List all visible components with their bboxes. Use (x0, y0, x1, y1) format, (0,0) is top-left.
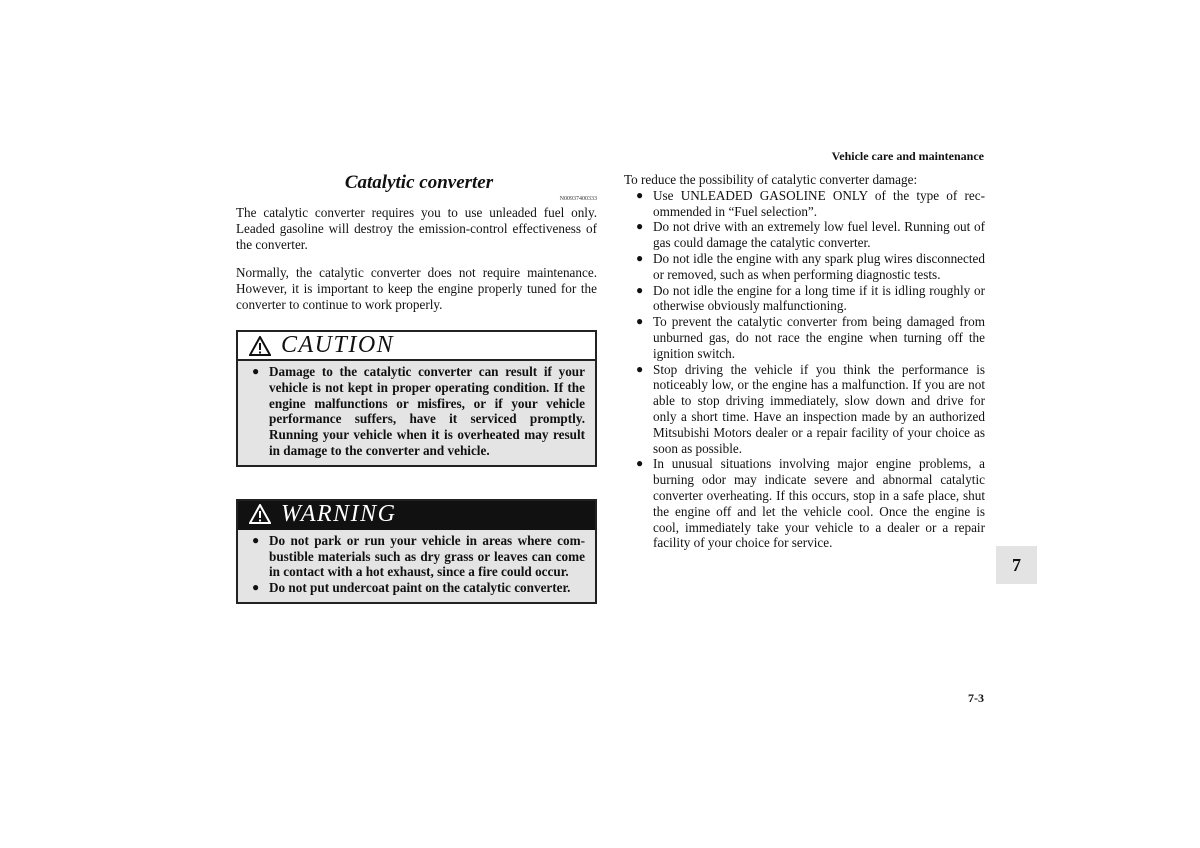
bullet-icon: ● (636, 187, 644, 202)
page-number: 7-3 (968, 691, 984, 705)
list-item-text: Stop driving the vehicle if you think the performance is noticeably low, or the engine has a malfunction. If you are not able to stop driving immediately, slow down and drive for only a short time. Have an inspection made by an authorized Mitsubishi Motors dealer or a repair facility of your choice as soon as possible. (653, 361, 985, 456)
paragraph-maintenance: Normally, the catalytic converter does not require maintenance. However, it is important to keep the engine properly tuned for the converter to continue to work properly. (236, 265, 597, 312)
list-item (624, 283, 985, 315)
caution-header (238, 332, 595, 361)
list-item-text: Do not drive with an extremely low fuel level. Running out of gas could damage the catalytic converter. (653, 219, 985, 251)
warning-item (252, 533, 585, 580)
warning-item-text: Do not put undercoat paint on the catalytic converter. (269, 580, 571, 596)
bullet-icon: ● (252, 364, 260, 378)
chapter-tab: 7 (996, 546, 1037, 584)
right-column (624, 172, 985, 551)
list-item (624, 219, 985, 251)
caution-item (252, 364, 585, 459)
warning-triangle-icon (249, 336, 271, 356)
caution-box (236, 330, 597, 467)
caution-body (238, 361, 595, 465)
list-item (624, 456, 985, 551)
list-item-text: Do not idle the engine with any spark plug wires disconnected or removed, such as when performing diagnostic tests. (653, 250, 985, 282)
warning-triangle-icon (249, 504, 271, 524)
warning-title: WARNING (281, 500, 397, 527)
bullet-icon: ● (252, 532, 260, 547)
warning-item-text: Do not park or run your vehicle in areas where combustible materials such as dry grass or leaves can come in contact with a hot exhaust, since a fire could occur. (269, 532, 585, 580)
bullet-icon: ● (636, 314, 644, 329)
reference-code: N00937400333 (559, 196, 597, 202)
warning-box (236, 499, 597, 604)
list-item (624, 362, 985, 457)
bullet-icon: ● (636, 250, 644, 265)
running-header: Vehicle care and maintenance (831, 149, 984, 163)
precaution-list (624, 188, 985, 551)
intro-text: To reduce the possibility of catalytic converter damage: (624, 172, 918, 187)
warning-body (238, 530, 595, 602)
list-item-text: Use UNLEADED GASOLINE ONLY of the type of recommended in “Fuel selection”. (653, 187, 985, 219)
warning-header (238, 501, 595, 530)
list-item-text: In unusual situations involving major engine problems, a burning odor may indicate severe and abnormal catalytic converter overheating. If this occurs, stop in a safe place, shut the engine off and let the vehicle cool. Once the engine is cool, immediately take your vehicle to a dealer or a repair facility of your choice for service. (653, 456, 985, 551)
bullet-icon: ● (636, 282, 644, 297)
bullet-icon: ● (252, 580, 260, 595)
warning-item (252, 580, 585, 596)
caution-item-text: Damage to the catalytic converter can result if your vehicle is not kept in proper operating condition. If the engine malfunctions or misfires, or if your vehicle performance suffers, have it serviced promptly. Running your vehicle when it is overheated may result in damage to the converter and vehicle. (269, 364, 585, 458)
list-item-text: To prevent the catalytic converter from being damaged from unburned gas, do not race the engine when turning off the ignition switch. (653, 314, 985, 361)
bullet-icon: ● (636, 219, 644, 234)
section-title: Catalytic converter (344, 172, 494, 193)
list-item-text: Do not idle the engine for a long time if it is idling roughly or otherwise obviously malfunctioning. (653, 282, 985, 314)
list-item (624, 251, 985, 283)
bullet-icon: ● (636, 361, 644, 376)
caution-title: CAUTION (281, 332, 395, 358)
list-item (624, 188, 985, 220)
list-item (624, 314, 985, 361)
left-column (236, 172, 597, 604)
bullet-icon: ● (636, 456, 644, 471)
paragraph-unleaded-fuel: The catalytic converter requires you to use unleaded fuel only. Leaded gasoline will destroy the emission-control effectiveness of the converter. (236, 205, 597, 252)
